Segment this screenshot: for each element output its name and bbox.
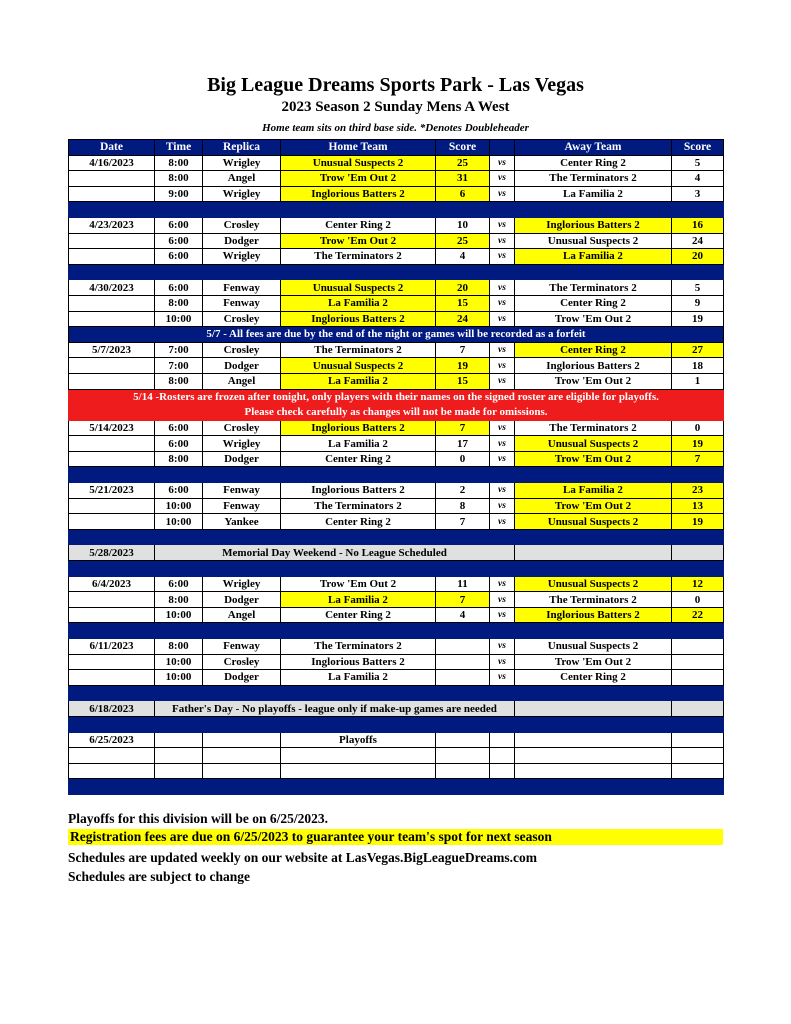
playoffs-date: 6/25/2023 <box>69 732 155 748</box>
separator-cell <box>69 716 724 732</box>
game-row <box>69 217 724 233</box>
vs-label: vs <box>490 639 515 655</box>
away-score: 27 <box>672 342 724 358</box>
away-score: 23 <box>672 483 724 499</box>
empty-cell <box>490 748 515 764</box>
game-time: 10:00 <box>155 670 203 686</box>
game-time: 8:00 <box>155 171 203 187</box>
empty-cell <box>281 763 436 779</box>
empty-cell <box>436 748 490 764</box>
separator-cell <box>69 779 724 795</box>
page-subtitle: 2023 Season 2 Sunday Mens A West <box>281 99 510 115</box>
game-replica: Crosley <box>203 342 281 358</box>
away-score: 19 <box>672 436 724 452</box>
home-score: 24 <box>436 311 490 327</box>
game-date: 4/23/2023 <box>69 217 155 233</box>
separator-cell <box>69 529 724 545</box>
separator-row <box>69 623 724 639</box>
home-team: Unusual Suspects 2 <box>281 155 436 171</box>
game-replica: Wrigley <box>203 186 281 202</box>
game-date <box>69 514 155 530</box>
empty-cell <box>69 763 155 779</box>
separator-row <box>69 202 724 218</box>
game-date <box>69 295 155 311</box>
home-score: 7 <box>436 592 490 608</box>
header-vs <box>490 140 515 156</box>
home-score: 20 <box>436 280 490 296</box>
empty-row <box>69 763 724 779</box>
game-date <box>69 436 155 452</box>
game-row <box>69 420 724 436</box>
away-team: Inglorious Batters 2 <box>515 607 672 623</box>
game-replica: Wrigley <box>203 155 281 171</box>
game-time: 8:00 <box>155 639 203 655</box>
game-time: 10:00 <box>155 607 203 623</box>
away-score: 0 <box>672 592 724 608</box>
home-team: La Familia 2 <box>281 295 436 311</box>
special-blank <box>515 545 672 561</box>
game-replica: Dodger <box>203 592 281 608</box>
game-date <box>69 249 155 265</box>
separator-cell <box>69 561 724 577</box>
game-replica: Dodger <box>203 451 281 467</box>
vs-label: vs <box>490 280 515 296</box>
vs-label: vs <box>490 576 515 592</box>
warning-cell: 5/14 -Rosters are frozen after tonight, only players with their names on the signed roster are eligible for playoffs. <box>69 389 724 405</box>
empty-cell <box>436 732 490 748</box>
vs-label: vs <box>490 171 515 187</box>
game-date: 5/21/2023 <box>69 483 155 499</box>
home-score: 8 <box>436 498 490 514</box>
game-date <box>69 358 155 374</box>
empty-cell <box>69 748 155 764</box>
home-score: 25 <box>436 155 490 171</box>
home-team: Inglorious Batters 2 <box>281 483 436 499</box>
header-time: Time <box>155 140 203 156</box>
home-team: Center Ring 2 <box>281 217 436 233</box>
away-score: 5 <box>672 280 724 296</box>
empty-cell <box>515 748 672 764</box>
separator-row <box>69 685 724 701</box>
schedule-table <box>68 139 724 795</box>
away-team: Unusual Suspects 2 <box>515 436 672 452</box>
header-replica: Replica <box>203 140 281 156</box>
away-team: La Familia 2 <box>515 186 672 202</box>
special-note: Memorial Day Weekend - No League Scheduled <box>155 545 515 561</box>
home-team: Unusual Suspects 2 <box>281 358 436 374</box>
game-time: 9:00 <box>155 186 203 202</box>
separator-row <box>69 561 724 577</box>
away-team: The Terminators 2 <box>515 592 672 608</box>
vs-label: vs <box>490 420 515 436</box>
away-score: 3 <box>672 186 724 202</box>
game-date: 5/7/2023 <box>69 342 155 358</box>
separator-cell <box>69 467 724 483</box>
vs-label: vs <box>490 654 515 670</box>
game-date: 4/16/2023 <box>69 155 155 171</box>
game-replica: Fenway <box>203 639 281 655</box>
away-score: 19 <box>672 514 724 530</box>
home-team: Center Ring 2 <box>281 514 436 530</box>
game-time: 8:00 <box>155 295 203 311</box>
home-score: 10 <box>436 217 490 233</box>
warning-row <box>69 389 724 405</box>
empty-cell <box>672 732 724 748</box>
away-score: 19 <box>672 311 724 327</box>
home-team: Unusual Suspects 2 <box>281 280 436 296</box>
separator-cell <box>69 264 724 280</box>
game-row <box>69 639 724 655</box>
home-team: La Familia 2 <box>281 670 436 686</box>
game-replica: Yankee <box>203 514 281 530</box>
home-score: 7 <box>436 342 490 358</box>
vs-label: vs <box>490 498 515 514</box>
special-blank <box>672 545 724 561</box>
game-replica: Wrigley <box>203 436 281 452</box>
home-team: Inglorious Batters 2 <box>281 420 436 436</box>
empty-cell <box>281 748 436 764</box>
home-score: 6 <box>436 186 490 202</box>
home-score: 7 <box>436 514 490 530</box>
schedule-note: Home team sits on third base side. *Denotes Doubleheader <box>262 122 529 134</box>
vs-label: vs <box>490 670 515 686</box>
separator-row <box>69 779 724 795</box>
home-team: Inglorious Batters 2 <box>281 186 436 202</box>
playoffs-note: Playoffs for this division will be on 6/25/2023. <box>68 811 329 826</box>
away-score: 4 <box>672 171 724 187</box>
game-row <box>69 514 724 530</box>
game-time: 10:00 <box>155 514 203 530</box>
game-replica: Wrigley <box>203 576 281 592</box>
separator-row <box>69 529 724 545</box>
game-row <box>69 654 724 670</box>
home-score: 31 <box>436 171 490 187</box>
game-row <box>69 373 724 389</box>
game-time: 7:00 <box>155 358 203 374</box>
website-note: Schedules are updated weekly on our website at LasVegas.BigLeagueDreams.com <box>68 850 538 865</box>
game-replica: Fenway <box>203 295 281 311</box>
header-home-score: Score <box>436 140 490 156</box>
empty-cell <box>155 732 203 748</box>
game-row <box>69 295 724 311</box>
away-score: 0 <box>672 420 724 436</box>
game-time: 6:00 <box>155 436 203 452</box>
empty-cell <box>672 763 724 779</box>
game-row <box>69 155 724 171</box>
home-team: La Familia 2 <box>281 592 436 608</box>
game-row <box>69 436 724 452</box>
game-row <box>69 592 724 608</box>
game-replica: Dodger <box>203 670 281 686</box>
vs-label: vs <box>490 358 515 374</box>
vs-label: vs <box>490 373 515 389</box>
vs-label: vs <box>490 155 515 171</box>
home-team: La Familia 2 <box>281 436 436 452</box>
special-blank <box>672 701 724 717</box>
home-score: 2 <box>436 483 490 499</box>
game-row <box>69 358 724 374</box>
game-row <box>69 670 724 686</box>
away-team: Trow 'Em Out 2 <box>515 373 672 389</box>
game-time: 8:00 <box>155 451 203 467</box>
game-date <box>69 654 155 670</box>
game-date: 6/11/2023 <box>69 639 155 655</box>
vs-label: vs <box>490 451 515 467</box>
home-team: Trow 'Em Out 2 <box>281 576 436 592</box>
special-date: 6/18/2023 <box>69 701 155 717</box>
game-time: 8:00 <box>155 155 203 171</box>
away-team: Trow 'Em Out 2 <box>515 498 672 514</box>
away-score: 22 <box>672 607 724 623</box>
empty-cell <box>155 748 203 764</box>
vs-label: vs <box>490 607 515 623</box>
home-team: Center Ring 2 <box>281 607 436 623</box>
away-team: Center Ring 2 <box>515 155 672 171</box>
separator-row <box>69 264 724 280</box>
game-replica: Fenway <box>203 280 281 296</box>
special-note: Father's Day - No playoffs - league only if make-up games are needed <box>155 701 515 717</box>
away-team: Center Ring 2 <box>515 295 672 311</box>
empty-cell <box>490 732 515 748</box>
game-time: 6:00 <box>155 483 203 499</box>
game-date <box>69 607 155 623</box>
empty-cell <box>672 748 724 764</box>
game-row <box>69 451 724 467</box>
home-team: Inglorious Batters 2 <box>281 654 436 670</box>
game-row <box>69 342 724 358</box>
game-time: 6:00 <box>155 420 203 436</box>
game-time: 10:00 <box>155 654 203 670</box>
empty-cell <box>515 763 672 779</box>
home-score <box>436 654 490 670</box>
away-score: 1 <box>672 373 724 389</box>
empty-cell <box>203 763 281 779</box>
game-replica: Fenway <box>203 483 281 499</box>
vs-label: vs <box>490 514 515 530</box>
game-row <box>69 483 724 499</box>
game-replica: Crosley <box>203 217 281 233</box>
game-time: 6:00 <box>155 217 203 233</box>
home-score: 25 <box>436 233 490 249</box>
special-row <box>69 545 724 561</box>
game-date <box>69 171 155 187</box>
vs-label: vs <box>490 249 515 265</box>
game-row <box>69 607 724 623</box>
home-score: 17 <box>436 436 490 452</box>
home-team: La Familia 2 <box>281 373 436 389</box>
game-row <box>69 233 724 249</box>
separator-cell <box>69 202 724 218</box>
away-score: 24 <box>672 233 724 249</box>
game-date: 6/4/2023 <box>69 576 155 592</box>
home-score: 4 <box>436 249 490 265</box>
home-score <box>436 670 490 686</box>
header-away-score: Score <box>672 140 724 156</box>
home-team: The Terminators 2 <box>281 249 436 265</box>
vs-label: vs <box>490 436 515 452</box>
away-team: Center Ring 2 <box>515 670 672 686</box>
empty-cell <box>203 732 281 748</box>
special-date: 5/28/2023 <box>69 545 155 561</box>
away-team: Inglorious Batters 2 <box>515 358 672 374</box>
away-team: Trow 'Em Out 2 <box>515 654 672 670</box>
away-team: Unusual Suspects 2 <box>515 576 672 592</box>
special-blank <box>515 701 672 717</box>
vs-label: vs <box>490 342 515 358</box>
game-replica: Crosley <box>203 311 281 327</box>
header-home-team: Home Team <box>281 140 436 156</box>
game-replica: Crosley <box>203 420 281 436</box>
home-score: 15 <box>436 373 490 389</box>
game-row <box>69 249 724 265</box>
separator-cell <box>69 685 724 701</box>
game-replica: Wrigley <box>203 249 281 265</box>
away-team: La Familia 2 <box>515 249 672 265</box>
away-team: The Terminators 2 <box>515 280 672 296</box>
home-team: The Terminators 2 <box>281 639 436 655</box>
table-header <box>69 140 724 156</box>
vs-label: vs <box>490 483 515 499</box>
vs-label: vs <box>490 217 515 233</box>
away-team: Trow 'Em Out 2 <box>515 451 672 467</box>
away-score: 12 <box>672 576 724 592</box>
empty-cell <box>515 732 672 748</box>
playoffs-label: Playoffs <box>281 732 436 748</box>
away-team: La Familia 2 <box>515 483 672 499</box>
game-row <box>69 576 724 592</box>
home-score: 15 <box>436 295 490 311</box>
game-time: 6:00 <box>155 249 203 265</box>
empty-cell <box>436 763 490 779</box>
game-time: 8:00 <box>155 373 203 389</box>
game-replica: Angel <box>203 607 281 623</box>
home-team: Inglorious Batters 2 <box>281 311 436 327</box>
game-row <box>69 280 724 296</box>
game-date: 4/30/2023 <box>69 280 155 296</box>
notice-row <box>69 327 724 343</box>
vs-label: vs <box>490 311 515 327</box>
away-score: 16 <box>672 217 724 233</box>
home-score: 19 <box>436 358 490 374</box>
away-team: Inglorious Batters 2 <box>515 217 672 233</box>
vs-label: vs <box>490 592 515 608</box>
game-row <box>69 311 724 327</box>
game-date <box>69 186 155 202</box>
away-score: 7 <box>672 451 724 467</box>
home-team: Center Ring 2 <box>281 451 436 467</box>
game-time: 10:00 <box>155 311 203 327</box>
away-team: The Terminators 2 <box>515 171 672 187</box>
game-date <box>69 451 155 467</box>
game-date <box>69 592 155 608</box>
game-row <box>69 498 724 514</box>
away-team: Trow 'Em Out 2 <box>515 311 672 327</box>
game-replica: Crosley <box>203 654 281 670</box>
game-replica: Dodger <box>203 358 281 374</box>
away-score: 20 <box>672 249 724 265</box>
game-row <box>69 186 724 202</box>
empty-cell <box>203 748 281 764</box>
game-date: 5/14/2023 <box>69 420 155 436</box>
separator-row <box>69 467 724 483</box>
vs-label: vs <box>490 186 515 202</box>
away-team: Unusual Suspects 2 <box>515 639 672 655</box>
away-score: 13 <box>672 498 724 514</box>
game-time: 8:00 <box>155 592 203 608</box>
game-replica: Fenway <box>203 498 281 514</box>
warning-row <box>69 405 724 421</box>
game-time: 6:00 <box>155 280 203 296</box>
away-team: Unusual Suspects 2 <box>515 514 672 530</box>
game-time: 7:00 <box>155 342 203 358</box>
away-score <box>672 639 724 655</box>
game-date <box>69 498 155 514</box>
home-score: 7 <box>436 420 490 436</box>
change-note: Schedules are subject to change <box>68 869 250 884</box>
empty-cell <box>155 763 203 779</box>
home-team: The Terminators 2 <box>281 342 436 358</box>
away-team: Unusual Suspects 2 <box>515 233 672 249</box>
notice-cell: 5/7 - All fees are due by the end of the night or games will be recorded as a forfeit <box>69 327 724 343</box>
game-date <box>69 311 155 327</box>
home-score: 11 <box>436 576 490 592</box>
separator-cell <box>69 623 724 639</box>
game-replica: Angel <box>203 171 281 187</box>
vs-label: vs <box>490 233 515 249</box>
home-team: The Terminators 2 <box>281 498 436 514</box>
home-score <box>436 639 490 655</box>
away-score <box>672 654 724 670</box>
game-replica: Dodger <box>203 233 281 249</box>
home-team: Trow 'Em Out 2 <box>281 171 436 187</box>
away-team: Center Ring 2 <box>515 342 672 358</box>
game-date <box>69 233 155 249</box>
game-row <box>69 171 724 187</box>
home-score: 4 <box>436 607 490 623</box>
special-row <box>69 701 724 717</box>
vs-label: vs <box>490 295 515 311</box>
game-replica: Angel <box>203 373 281 389</box>
home-score: 0 <box>436 451 490 467</box>
game-time: 6:00 <box>155 576 203 592</box>
away-score <box>672 670 724 686</box>
away-score: 18 <box>672 358 724 374</box>
empty-cell <box>490 763 515 779</box>
game-date <box>69 670 155 686</box>
away-team: The Terminators 2 <box>515 420 672 436</box>
separator-row <box>69 716 724 732</box>
header-date: Date <box>69 140 155 156</box>
playoffs-row <box>69 732 724 748</box>
page-title: Big League Dreams Sports Park - Las Vegas <box>207 74 584 96</box>
registration-note: Registration fees are due on 6/25/2023 to guarantee your team's spot for next season <box>68 829 723 845</box>
home-team: Trow 'Em Out 2 <box>281 233 436 249</box>
header-away-team: Away Team <box>515 140 672 156</box>
away-score: 5 <box>672 155 724 171</box>
away-score: 9 <box>672 295 724 311</box>
game-time: 10:00 <box>155 498 203 514</box>
game-date <box>69 373 155 389</box>
warning-cell: Please check carefully as changes will not be made for omissions. <box>69 405 724 421</box>
game-time: 6:00 <box>155 233 203 249</box>
empty-row <box>69 748 724 764</box>
